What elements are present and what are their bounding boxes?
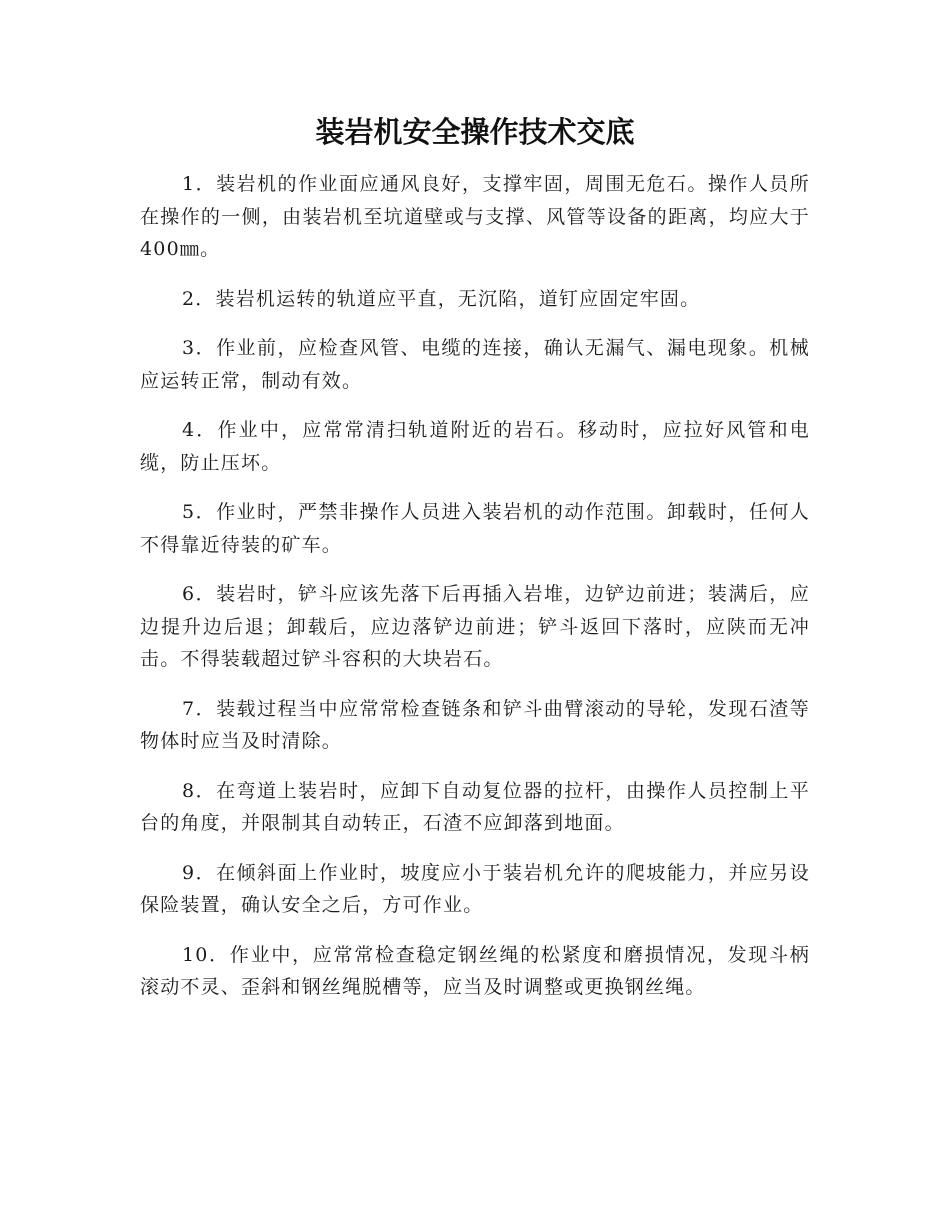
paragraph-9: 9．在倾斜面上作业时，坡度应小于装岩机允许的爬坡能力，并应另设保险装置，确认安全之后，方可作业。 bbox=[140, 861, 810, 916]
document-title: 装岩机安全操作技术交底 bbox=[315, 115, 635, 149]
paragraph-8: 8．在弯道上装岩时，应卸下自动复位器的拉杆，由操作人员控制上平台的角度，并限制其自动转正，石渣不应卸落到地面。 bbox=[140, 779, 810, 834]
paragraph-7: 7．装载过程当中应常常检查链条和铲斗曲臂滚动的导轮，发现石渣等物体时应当及时清除。 bbox=[140, 697, 810, 752]
paragraph-2: 2．装岩机运转的轨道应平直，无沉陷，道钉应固定牢固。 bbox=[182, 287, 701, 310]
paragraph-3: 3．作业前，应检查风管、电缆的连接，确认无漏气、漏电现象。机械应运转正常，制动有效。 bbox=[140, 337, 810, 392]
paragraph-5: 5．作业时，严禁非操作人员进入装岩机的动作范围。卸载时，任何人不得靠近待装的矿车。 bbox=[140, 501, 810, 556]
paragraph-10: 10．作业中，应常常检查稳定钢丝绳的松紧度和磨损情况，发现斗柄滚动不灵、歪斜和钢丝绳脱槽等，应当及时调整或更换钢丝绳。 bbox=[140, 943, 810, 998]
paragraph-6: 6．装岩时，铲斗应该先落下后再插入岩堆，边铲边前进；装满后，应边提升边后退；卸载后，应边落铲边前进；铲斗返回下落时，应陕而无冲击。不得装载超过铲斗容积的大块岩石。 bbox=[140, 583, 810, 670]
paragraph-1: 1．装岩机的作业面应通风良好，支撑牢固，周围无危石。操作人员所在操作的一侧，由装岩机至坑道壁或与支撑、风管等设备的距离，均应大于400㎜。 bbox=[140, 173, 810, 260]
document-body bbox=[140, 168, 810, 1021]
paragraph-4: 4．作业中，应常常清扫轨道附近的岩石。移动时，应拉好风管和电缆，防止压坏。 bbox=[140, 419, 810, 474]
